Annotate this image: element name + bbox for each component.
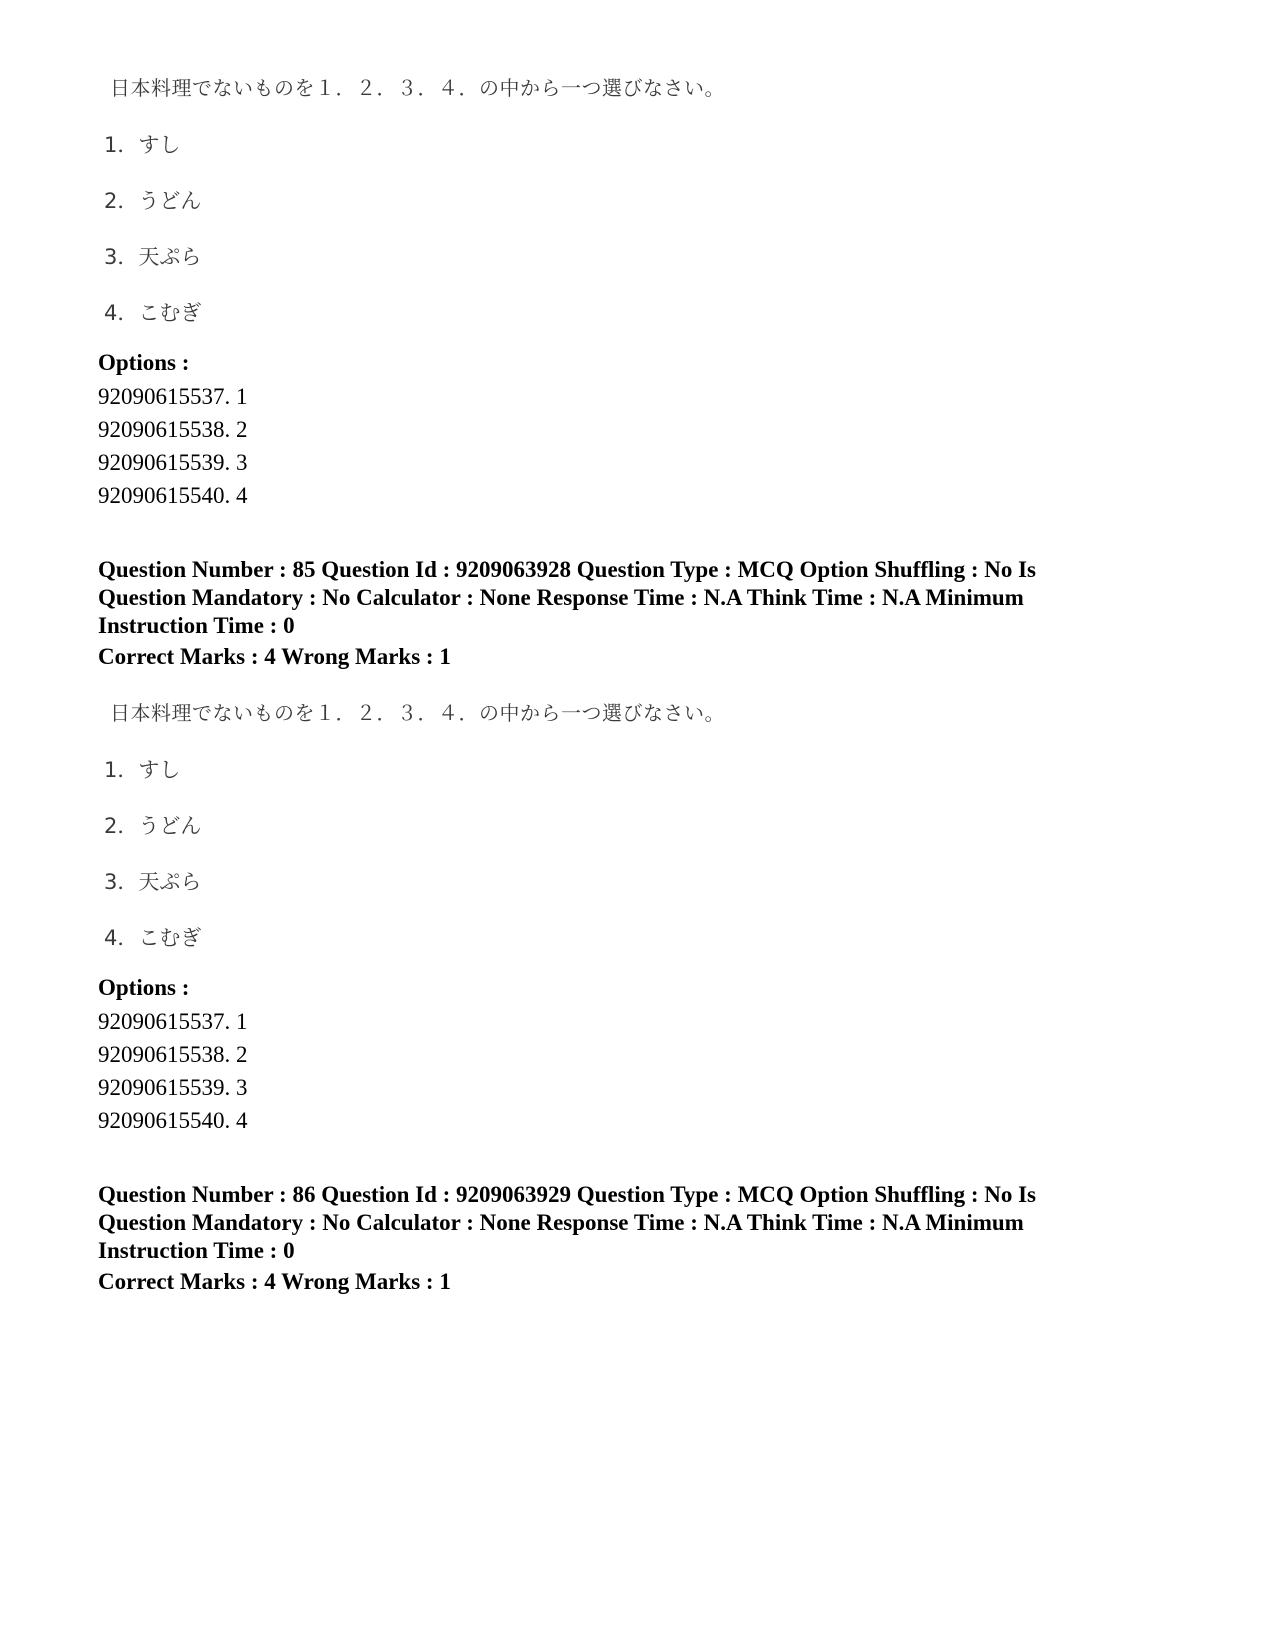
question-image-2 xyxy=(98,697,738,967)
option-line: 92090615540. 4 xyxy=(98,1108,248,1133)
marks-line: Correct Marks : 4 Wrong Marks : 1 xyxy=(98,1269,451,1294)
question-choice: 4．こむぎ xyxy=(104,926,202,950)
meta-line: Instruction Time : 0 xyxy=(98,613,295,638)
meta-line: Question Number : 86 Question Id : 9209063929 Question Type : MCQ Option Shuffling : No Is xyxy=(98,1182,1037,1207)
meta-line: Question Number : 85 Question Id : 9209063928 Question Type : MCQ Option Shuffling : No Is xyxy=(98,557,1037,582)
meta-line: Instruction Time : 0 xyxy=(98,1238,295,1263)
question-meta-86 xyxy=(98,1181,1188,1265)
question-image-1 xyxy=(98,72,738,342)
marks-line: Correct Marks : 4 Wrong Marks : 1 xyxy=(98,644,451,669)
question-prompt: 日本料理でないものを１．２．３．４．の中から一つ選びなさい。 xyxy=(110,76,725,100)
option-line: 92090615540. 4 xyxy=(98,483,248,508)
option-line: 92090615537. 1 xyxy=(98,384,248,409)
option-line: 92090615538. 2 xyxy=(98,417,248,442)
question-meta-85 xyxy=(98,556,1188,640)
meta-line: Question Mandatory : No Calculator : None Response Time : N.A Think Time : N.A Minimum xyxy=(98,585,1024,610)
question-choice: 2．うどん xyxy=(104,814,202,838)
question-choice: 2．うどん xyxy=(104,189,202,213)
option-line: 92090615539. 3 xyxy=(98,450,248,475)
options-heading: Options : xyxy=(98,350,190,375)
question-choice: 1．すし xyxy=(104,758,181,782)
option-line: 92090615537. 1 xyxy=(98,1009,248,1034)
options-heading: Options : xyxy=(98,975,190,1000)
question-choice: 3．天ぷら xyxy=(104,245,202,269)
question-prompt: 日本料理でないものを１．２．３．４．の中から一つ選びなさい。 xyxy=(110,701,725,725)
meta-line: Question Mandatory : No Calculator : None Response Time : N.A Think Time : N.A Minimum xyxy=(98,1210,1024,1235)
option-line: 92090615539. 3 xyxy=(98,1075,248,1100)
question-choice: 3．天ぷら xyxy=(104,870,202,894)
question-choice: 1．すし xyxy=(104,133,181,157)
option-line: 92090615538. 2 xyxy=(98,1042,248,1067)
question-choice: 4．こむぎ xyxy=(104,301,202,325)
